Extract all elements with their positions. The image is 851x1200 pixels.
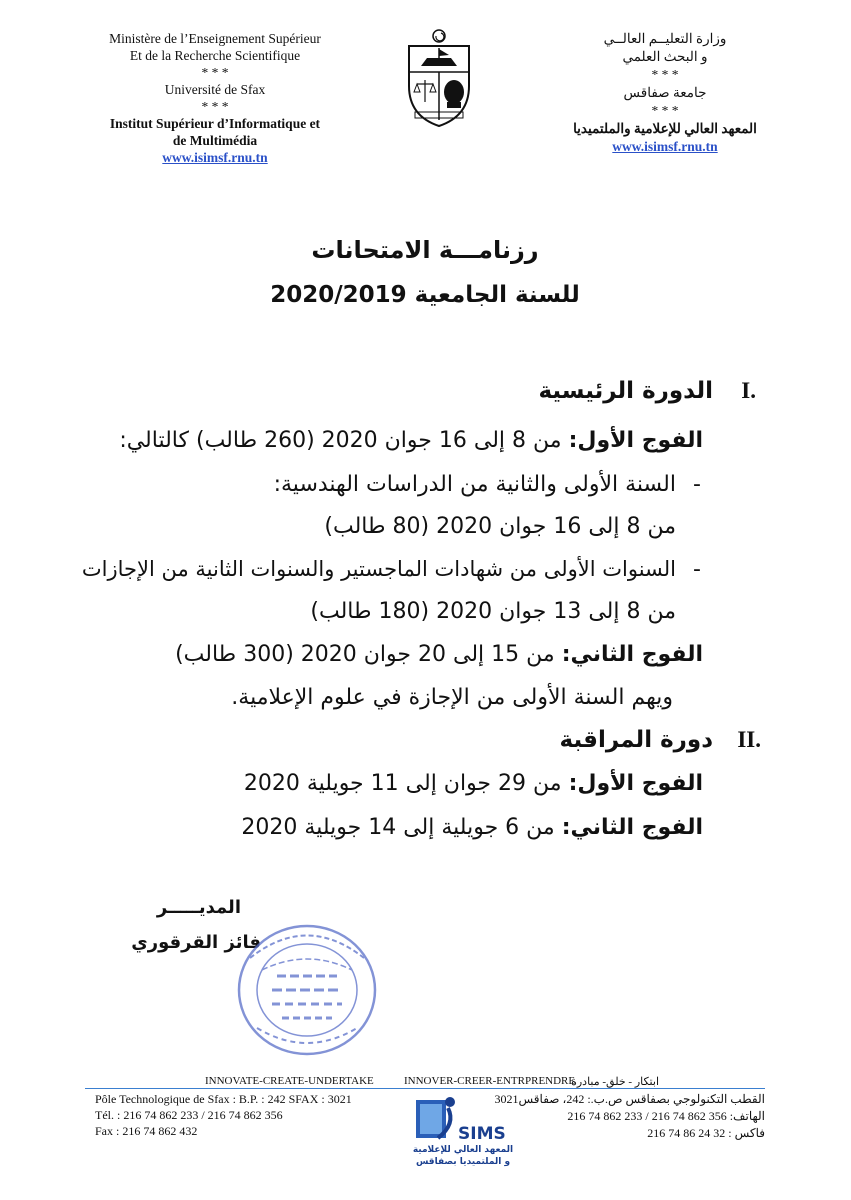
- section-heading-main: الدورة الرئيسية: [538, 378, 713, 404]
- main-group1-line: [119, 428, 703, 453]
- signatory-name: فائز القرقوري: [131, 932, 261, 953]
- university-name-ar: جامعة صفاقس: [623, 85, 707, 100]
- bullet-mark: -: [693, 472, 701, 497]
- bullet2-title: السنوات الأولى من شهادات الماجستير والسنوات الثانية من الإجازات: [81, 557, 676, 581]
- footer-fax-fr: Fax : 216 74 862 432: [95, 1124, 198, 1138]
- main-group2-line: [175, 642, 703, 667]
- document-title: رزنامـــة الامتحانات: [311, 236, 539, 264]
- main-group1-label: الفوج الأول:: [568, 428, 703, 453]
- section-heading-makeup: دورة المراقبة: [559, 727, 713, 753]
- footer-tel-fr: Tél. : 216 74 862 233 / 216 74 862 356: [95, 1108, 283, 1122]
- website-link-ar[interactable]: www.isimsf.rnu.tn: [612, 139, 718, 154]
- footer-tel-ar: الهاتف: 356 862 74 216 / 233 862 74 216: [567, 1109, 765, 1123]
- footer-divider: [85, 1088, 765, 1089]
- footer-fax-ar: فاكس : 32 24 86 74 216: [647, 1126, 765, 1140]
- ministry-name-ar-line2: و البحث العلمي: [622, 49, 708, 64]
- institute-name-fr: Institut Supérieur d’Informatique et: [109, 116, 321, 131]
- footer-address-ar: القطب التكنولوجي بصفاقس ص.ب.: 242، صفاقس3021: [494, 1092, 765, 1106]
- isims-logo: [404, 1094, 522, 1170]
- academic-year-subtitle: للسنة الجامعية 2020/2019: [270, 282, 580, 308]
- section-numeral-main: I.: [741, 378, 756, 403]
- makeup-group2-label: الفوج الثاني:: [561, 815, 703, 840]
- footer-slogan-ar: ابتكار - خلق- مبادرة: [571, 1076, 659, 1088]
- signatory-role: المديـــــر: [156, 897, 241, 918]
- main-group2-text: من 15 إلى 20 جوان 2020 (300 طالب): [175, 642, 562, 667]
- footer-slogan-en: INNOVATE-CREATE-UNDERTAKE: [205, 1075, 374, 1087]
- stars-separator: * * *: [651, 103, 679, 118]
- bullet1-dates: من 8 إلى 16 جوان 2020 (80 طالب): [324, 514, 676, 539]
- ministry-name-fr-line2: Et de la Recherche Scientifique: [129, 48, 301, 63]
- website-link-fr[interactable]: www.isimsf.rnu.tn: [162, 150, 268, 165]
- university-name-fr: Université de Sfax: [164, 82, 266, 97]
- isims-logo-caption-line2: و الملتميديا بصفاقس: [415, 1157, 511, 1167]
- institute-name-fr-line2: de Multimédia: [172, 133, 258, 148]
- bullet2-dates: من 8 إلى 13 جوان 2020 (180 طالب): [310, 599, 676, 624]
- isims-logo-text: SIMS: [458, 1124, 506, 1144]
- isims-logo-caption-line1: المعهد العالي للإعلامية: [412, 1145, 514, 1155]
- makeup-group2-text: من 6 جويلية إلى 14 جويلية 2020: [241, 815, 562, 840]
- stars-separator: * * *: [201, 65, 229, 80]
- institute-name-ar: المعهد العالي للإعلامية والملتميديا: [573, 121, 757, 136]
- header-arabic-block: [555, 30, 775, 156]
- stars-separator: * * *: [201, 99, 229, 114]
- stars-separator: * * *: [651, 67, 679, 82]
- main-group2-note: ويهم السنة الأولى من الإجازة في علوم الإعلامية.: [231, 685, 673, 710]
- makeup-group2-line: [241, 815, 703, 840]
- bullet-mark: -: [693, 557, 701, 582]
- ministry-name-ar: وزارة التعليــم العالــي: [603, 31, 727, 46]
- makeup-group1-text: من 29 جوان إلى 11 جويلية 2020: [243, 771, 569, 796]
- section-numeral-makeup: II.: [737, 727, 761, 752]
- ministry-name-fr: Ministère de l’Enseignement Supérieur: [109, 31, 321, 46]
- official-stamp-icon: [232, 918, 382, 1063]
- footer-slogan-fr: INNOVER-CREER-ENTRPRENDRE: [404, 1075, 576, 1087]
- bullet1-title: السنة الأولى والثانية من الدراسات الهندسية:: [273, 472, 676, 497]
- main-group1-text: من 8 إلى 16 جوان 2020 (260 طالب) كالتالي:: [119, 428, 569, 453]
- isims-logo-caption: [404, 1144, 522, 1168]
- header-french-block: [80, 30, 350, 166]
- makeup-group1-line: [244, 771, 703, 796]
- tunisia-coat-of-arms-icon: [403, 28, 475, 128]
- footer-address-fr: Pôle Technologique de Sfax : B.P. : 242 SFAX : 3021: [95, 1092, 352, 1106]
- makeup-group1-label: الفوج الأول:: [568, 771, 703, 796]
- main-group2-label: الفوج الثاني:: [561, 642, 703, 667]
